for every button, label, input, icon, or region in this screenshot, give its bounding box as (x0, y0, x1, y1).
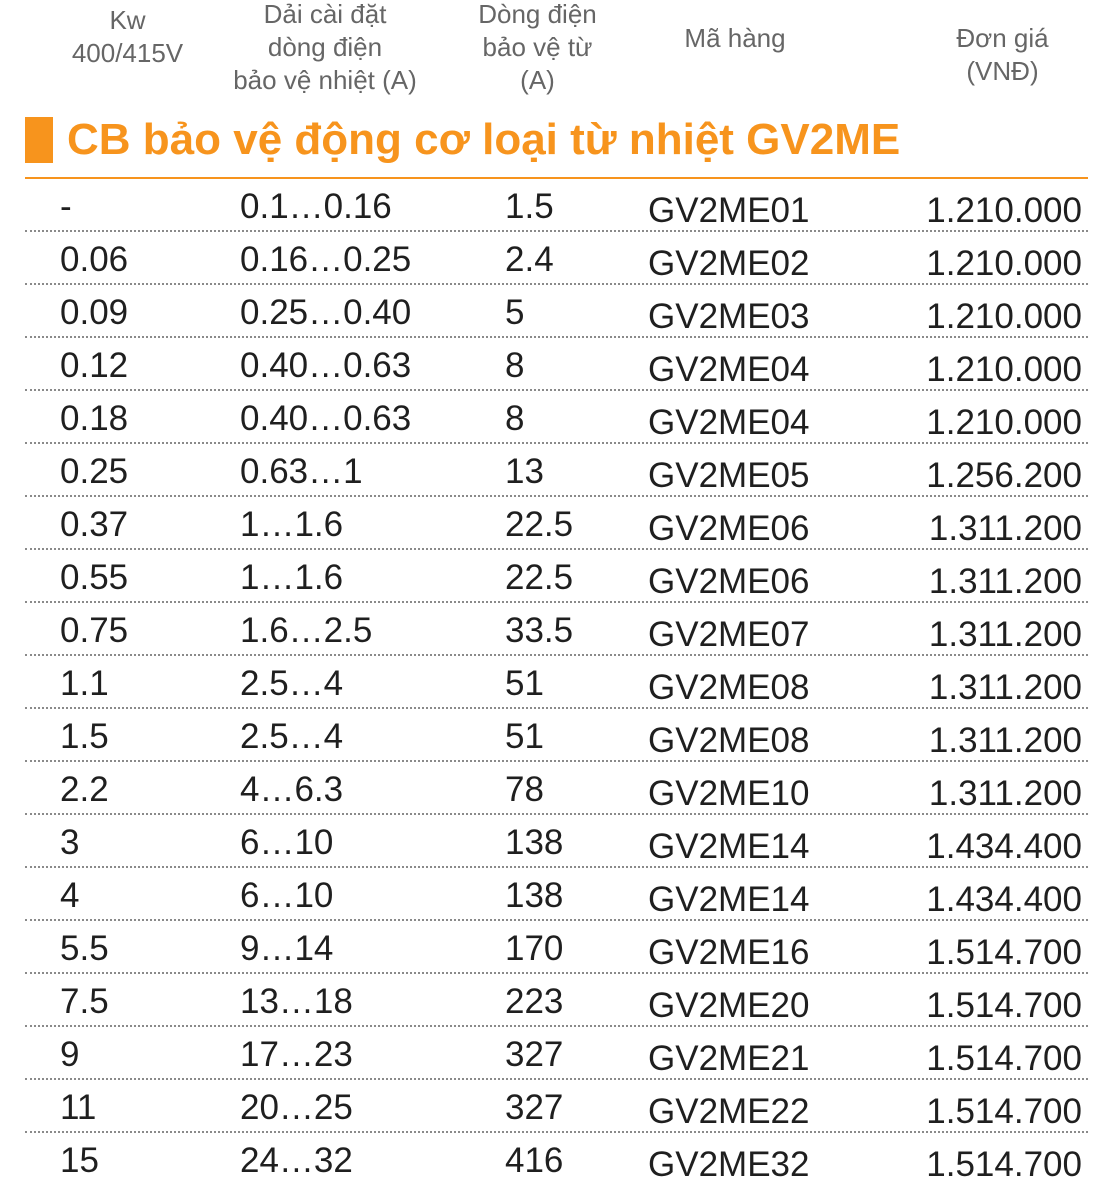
cell-unit-price: 1.256.200 (926, 456, 1082, 495)
section-accent-bar (25, 117, 53, 163)
table-header (0, 0, 1105, 100)
table-row (25, 762, 1088, 815)
cell-thermal-range: 0.63…1 (240, 452, 363, 491)
cell-magnetic-current: 51 (505, 664, 544, 703)
price-table (25, 179, 1088, 1186)
cell-product-code: GV2ME08 (648, 668, 810, 707)
cell-thermal-range: 0.1…0.16 (240, 187, 392, 226)
header-unit-price-line2: (VNĐ) (966, 56, 1039, 86)
cell-magnetic-current: 170 (505, 929, 564, 968)
cell-thermal-range: 0.16…0.25 (240, 240, 412, 279)
table-row (25, 815, 1088, 868)
cell-unit-price: 1.311.200 (928, 721, 1082, 760)
table-row (25, 974, 1088, 1027)
cell-magnetic-current: 8 (505, 346, 525, 385)
cell-thermal-range: 17…23 (240, 1035, 353, 1074)
cell-product-code: GV2ME16 (648, 933, 810, 972)
cell-kw: 0.06 (60, 240, 129, 279)
cell-unit-price: 1.311.200 (928, 562, 1082, 601)
cell-product-code: GV2ME20 (648, 986, 810, 1025)
table-row (25, 232, 1088, 285)
cell-unit-price: 1.311.200 (928, 615, 1082, 654)
cell-magnetic-current: 327 (505, 1035, 564, 1074)
table-row (25, 1080, 1088, 1133)
cell-unit-price: 1.514.700 (926, 1039, 1082, 1078)
cell-product-code: GV2ME03 (648, 297, 810, 336)
cell-thermal-range: 1…1.6 (240, 505, 344, 544)
cell-product-code: GV2ME06 (648, 562, 810, 601)
cell-kw: 0.09 (60, 293, 129, 332)
cell-magnetic-current: 5 (505, 293, 525, 332)
section-heading (25, 112, 1095, 172)
cell-unit-price: 1.514.700 (926, 986, 1082, 1025)
cell-thermal-range: 2.5…4 (240, 664, 344, 703)
cell-product-code: GV2ME06 (648, 509, 810, 548)
cell-thermal-range: 13…18 (240, 982, 353, 1021)
cell-magnetic-current: 22.5 (505, 558, 574, 597)
header-magnetic-current-line1: Dòng điện (478, 0, 597, 29)
section-title: CB bảo vệ động cơ loại từ nhiệt GV2ME (67, 115, 901, 164)
cell-unit-price: 1.514.700 (926, 933, 1082, 972)
table-row (25, 497, 1088, 550)
cell-magnetic-current: 33.5 (505, 611, 574, 650)
cell-unit-price: 1.311.200 (928, 774, 1082, 813)
cell-kw: 11 (60, 1088, 97, 1127)
cell-product-code: GV2ME02 (648, 244, 810, 283)
cell-magnetic-current: 416 (505, 1141, 564, 1180)
header-product-code-label: Mã hàng (684, 23, 786, 53)
cell-kw: 7.5 (60, 982, 109, 1021)
cell-thermal-range: 6…10 (240, 823, 334, 862)
cell-magnetic-current: 13 (505, 452, 544, 491)
cell-magnetic-current: 22.5 (505, 505, 574, 544)
table-row (25, 1027, 1088, 1080)
header-thermal-range-line1: Dải cài đặt (263, 0, 387, 29)
cell-thermal-range: 0.25…0.40 (240, 293, 412, 332)
cell-kw: 0.12 (60, 346, 129, 385)
table-row (25, 656, 1088, 709)
cell-unit-price: 1.514.700 (926, 1092, 1082, 1131)
cell-product-code: GV2ME05 (648, 456, 810, 495)
cell-kw: 5.5 (60, 929, 109, 968)
header-unit-price-line1: Đơn giá (956, 23, 1049, 53)
cell-product-code: GV2ME14 (648, 827, 810, 866)
cell-kw: 0.37 (60, 505, 129, 544)
table-row (25, 338, 1088, 391)
header-magnetic-current (455, 0, 620, 97)
header-unit-price (905, 22, 1100, 88)
cell-unit-price: 1.434.400 (926, 827, 1082, 866)
cell-unit-price: 1.311.200 (928, 668, 1082, 707)
cell-magnetic-current: 138 (505, 876, 564, 915)
table-row (25, 285, 1088, 338)
cell-kw: 0.75 (60, 611, 129, 650)
table-row (25, 550, 1088, 603)
cell-kw: 9 (60, 1035, 80, 1074)
header-thermal-range-line3: bảo vệ nhiệt (A) (233, 65, 417, 95)
cell-magnetic-current: 1.5 (505, 187, 554, 226)
header-product-code (640, 22, 830, 55)
cell-thermal-range: 0.40…0.63 (240, 346, 412, 385)
cell-product-code: GV2ME08 (648, 721, 810, 760)
cell-product-code: GV2ME01 (648, 191, 810, 230)
table-row (25, 603, 1088, 656)
table-row (25, 709, 1088, 762)
header-kw-line2: 400/415V (71, 38, 184, 68)
cell-product-code: GV2ME04 (648, 350, 810, 389)
cell-thermal-range: 9…14 (240, 929, 334, 968)
table-row (25, 179, 1088, 232)
cell-thermal-range: 20…25 (240, 1088, 353, 1127)
table-row (25, 868, 1088, 921)
cell-thermal-range: 0.40…0.63 (240, 399, 412, 438)
header-thermal-range (200, 0, 450, 97)
header-thermal-range-line2: dòng điện (267, 32, 383, 62)
cell-thermal-range: 24…32 (240, 1141, 353, 1180)
header-magnetic-current-line3: (A) (520, 65, 555, 95)
cell-magnetic-current: 8 (505, 399, 525, 438)
cell-kw: 1.1 (60, 664, 109, 703)
header-magnetic-current-line2: bảo vệ từ (482, 32, 593, 62)
cell-magnetic-current: 223 (505, 982, 564, 1021)
cell-magnetic-current: 327 (505, 1088, 564, 1127)
cell-magnetic-current: 51 (505, 717, 544, 756)
cell-kw: 0.55 (60, 558, 129, 597)
cell-product-code: GV2ME07 (648, 615, 810, 654)
cell-kw: 15 (60, 1141, 99, 1180)
cell-kw: - (60, 187, 72, 226)
cell-magnetic-current: 78 (505, 770, 544, 809)
cell-magnetic-current: 2.4 (505, 240, 554, 279)
cell-kw: 4 (60, 876, 80, 915)
cell-magnetic-current: 138 (505, 823, 564, 862)
cell-kw: 2.2 (60, 770, 109, 809)
cell-product-code: GV2ME04 (648, 403, 810, 442)
cell-unit-price: 1.210.000 (926, 297, 1082, 336)
cell-kw: 3 (60, 823, 80, 862)
table-row (25, 444, 1088, 497)
cell-unit-price: 1.210.000 (926, 350, 1082, 389)
cell-product-code: GV2ME14 (648, 880, 810, 919)
cell-kw: 0.25 (60, 452, 129, 491)
cell-thermal-range: 2.5…4 (240, 717, 344, 756)
cell-thermal-range: 1.6…2.5 (240, 611, 373, 650)
header-kw (55, 4, 200, 70)
cell-unit-price: 1.311.200 (928, 509, 1082, 548)
cell-product-code: GV2ME32 (648, 1145, 810, 1184)
cell-thermal-range: 6…10 (240, 876, 334, 915)
cell-unit-price: 1.210.000 (926, 244, 1082, 283)
table-row (25, 391, 1088, 444)
table-row (25, 921, 1088, 974)
cell-kw: 1.5 (60, 717, 109, 756)
cell-product-code: GV2ME21 (648, 1039, 810, 1078)
header-kw-line1: Kw (109, 5, 146, 35)
cell-product-code: GV2ME10 (648, 774, 810, 813)
cell-unit-price: 1.210.000 (926, 403, 1082, 442)
cell-thermal-range: 4…6.3 (240, 770, 344, 809)
cell-unit-price: 1.434.400 (926, 880, 1082, 919)
cell-product-code: GV2ME22 (648, 1092, 810, 1131)
cell-thermal-range: 1…1.6 (240, 558, 344, 597)
table-row (25, 1133, 1088, 1186)
cell-unit-price: 1.514.700 (926, 1145, 1082, 1184)
cell-kw: 0.18 (60, 399, 129, 438)
cell-unit-price: 1.210.000 (926, 191, 1082, 230)
